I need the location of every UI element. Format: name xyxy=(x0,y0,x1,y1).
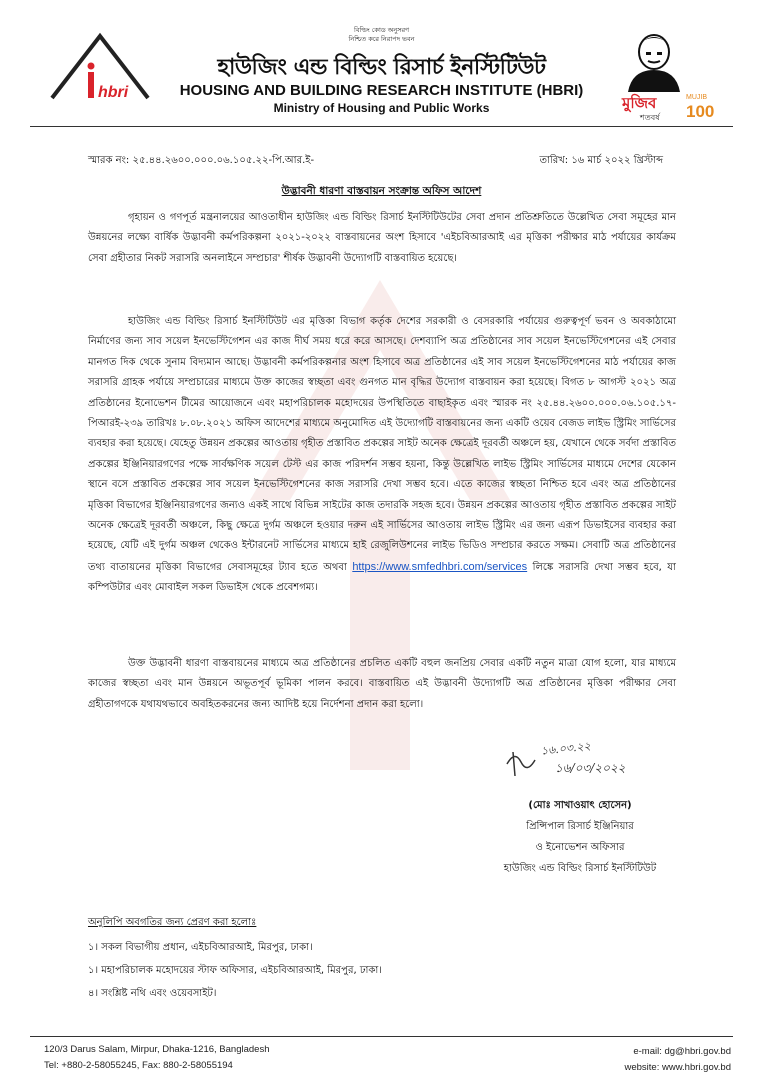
memo-reference: স্মারক নং: ২৫.৪৪.২৬০০.০০০.০৬.১০৫.২২-পি.আর.ই- xyxy=(88,155,315,166)
paragraph-1-text: গৃহায়ন ও গণপূর্ত মন্ত্রনালয়ের আওতাধীন হাউজিং এন্ড বিল্ডিং রিসার্চ ইনস্টিটিউটের সেবা প্রদান প্রতিশ্রুতিতে উল্লেখিত সেবা সমূহের মান উন্নয়নের লক্ষ্যে বার্ষিক উদ্ভাবনী কর্মপরিকল্পনা ২০২১-২০২২ বাস্তবায়নের অংশ হিসাবে 'এইচবিআরআই এর মৃত্তিকা পরীক্ষার মাঠ পর্যায়ের কার্যক্রম সেবা গ্রহীতার নিকট সরাসরি অনলাইনে সম্প্রচার' শীর্ষক উদ্ভাবনী উদ্যোগটি বাস্তবায়িত হয়েছে। xyxy=(88,212,676,264)
tagline-line-1: বিল্ডিং কোড অনুসরণ xyxy=(353,26,410,34)
signature-date-1: ১৬.০৩.২২ xyxy=(540,739,592,758)
institute-title-english: HOUSING AND BUILDING RESEARCH INSTITUTE (HBRI) xyxy=(179,82,584,99)
mujib-logo-num: 100 xyxy=(686,102,715,121)
paragraph-3-text: উক্ত উদ্ভাবনী ধারণা বাস্তবায়নের মাধ্যমে অত্র প্রতিষ্ঠানের প্রচলিত একটি বহুল জনপ্রিয় সেবার একটি নতুন মাত্রা যোগ হলো, যার মাধ্যমে কাজের স্বচ্ছতা এবং মান উন্নয়নে অভূতপূর্ব ভূমিকা পালন করবে। বাস্তবায়িত এই উদ্ভাবনী উদ্যোগটি অত্র প্রতিষ্ঠানের মৃত্তিকা পরীক্ষার সেবা গ্রহীতাগণকে যথাযথভাবে অবহিতকরনের জন্য আদিষ্ট হয়ে নির্দেশনা প্রদান করা হলো। xyxy=(88,658,676,710)
footer-website: website: www.hbri.gov.bd xyxy=(624,1062,731,1073)
services-link[interactable]: https://www.smfedhbri.com/services xyxy=(352,560,528,573)
memo-subject: উদ্ভাবনী ধারণা বাস্তবায়ন সংক্রান্ত অফিস আদেশ xyxy=(281,185,482,197)
mujib-logo-sub: শতবর্ষ xyxy=(640,113,660,122)
signature-date-2: ১৬/০৩/২০২২ xyxy=(555,761,626,775)
mujib-borsho-logo xyxy=(616,30,726,125)
footer-address: 120/3 Darus Salam, Mirpur, Dhaka-1216, Bangladesh xyxy=(44,1044,270,1055)
body-paragraph-1 xyxy=(88,208,676,269)
body-paragraph-2 xyxy=(88,312,676,599)
signatory-role: ও ইনোভেশন অফিসার xyxy=(535,842,625,853)
institute-title-bangla: হাউজিং এন্ড বিল্ডিং রিসার্চ ইনস্টিটিউট xyxy=(217,55,546,80)
memo-date: তারিখ: ১৬ মার্চ ২০২২ খ্রিস্টাব্দ xyxy=(539,155,663,166)
copies-title: অনুলিপি অবগতির জন্য প্রেরণ করা হলোঃ xyxy=(88,917,257,928)
mujib-logo-text: মুজিব xyxy=(622,94,657,112)
mujib-logo-en: MUJIB xyxy=(686,94,707,101)
footer-divider xyxy=(30,1036,733,1037)
header-divider xyxy=(30,126,733,127)
body-paragraph-3 xyxy=(88,654,676,715)
paragraph-2-tail: লিঙ্কে সরাসরি দেখা সম্ভব হবে, যা কম্পিউটার এবং মোবাইল সকল ডিভাইস থেকে প্রবেশগম্য। xyxy=(88,561,676,594)
signature-scribble-icon xyxy=(505,748,545,778)
paragraph-2-text: হাউজিং এন্ড বিল্ডিং রিসার্চ ইনস্টিটিউট এর মৃত্তিকা বিভাগ কর্তৃক দেশের সরকারী ও বেসরকারি পর্যায়ের গুরুত্বপূর্ণ ভবন ও অবকাঠামো নির্মাণের জন্য সাব সয়েল ইনভেস্টিগেশন এর কাজ দীর্ঘ সময় ধরে করে আসছে। দেশব্যাপি অত্র প্রতিষ্ঠানের সাব সয়েল ইনভেস্টিগেশনের এই সেবার মানগত দিক থেকে সুনাম বিদ্যমান আছে। উদ্ভাবনী কর্মপরিকল্পনার অংশ হিসাবে অত্র প্রতিষ্ঠানের এই সাব সয়েল ইনভেস্টিগেশনের মাঠ পর্যায়ের কাজ সরাসরি গ্রাহক পর্যায়ে সম্প্রচারের মাধ্যমে উক্ত কাজের স্বচ্ছতা এবং গুনগত মান বৃদ্ধির উদ্যোগ বাস্তবায়ন করা হয়েছে। বিগত ৮ আগস্ট ২০২১ অত্র প্রতিষ্ঠানের ইনোভেশন টীমের আয়োজনে এবং মহাপরিচালক মহোদয়ের উপস্থিতিতে বাছাইকৃত এবং স্মারক নং ২৫.৪৪.২৬০০.০০০.০৬.১০৫.১৭-পিআরই-২৩৯ তারিখঃ ৮.০৮.২০২১ অফিস আদেশের মাধ্যমে অনুমোদিত এই উদ্যোগটি বাস্তবায়নের জন্য একটি ওয়েব বেজড লাইভ স্ট্রিমিং সার্ভিসের ব্যবহার করা হয়েছে। যেহেতু উন্নয়ন প্রকল্পের আওতায় গৃহীত প্রস্তাবিত প্রকল্পের সাইট অনেক ক্ষেত্রেই দূরবর্তী অঞ্চলে হয়, যেখানে থেকে সর্বদা প্রস্তাবিত প্রকল্পের ইঞ্জিনিয়ারগণের পক্ষে সার্বক্ষণিক সয়েল টেস্ট এর কাজ পরিদর্শন সম্ভব হয়না, কিন্তু উল্লেখিত লাইভ স্ট্রিমিং সার্ভিসের মাধ্যমে দেশের যেকোন স্থানে বসে প্রস্তাবিত প্রকল্পের সাব সয়েল ইনভেস্টিগেশনের কাজ সরাসরি দেখা সম্ভব হবে। এতে কাজের স্বচ্ছতা নিশ্চিত হবে এবং অত্র প্রতিষ্ঠানের মৃত্তিকা বিভাগের ইঞ্জিনিয়ারগণের জন্যও একই সাথে বিভিন্ন সাইটের কাজ তদারকি সহজ হবে। উন্নয়ন প্রকল্পের আওতায় গৃহীত প্রস্তাবিত প্রকল্পের সাইট অনেক ক্ষেত্রেই দূরবর্তী অঞ্চলে, কিছু ক্ষেত্রে দুর্গম অঞ্চলে হওয়ার দরুন এই সার্ভিসের আওতায় লাইভ স্ট্রিমিং এর জন্য এরূপ ডিভাইসের ব্যবহার করা হয়েছে, যেটি এই দুর্গম অঞ্চল থেকেও ইন্টারনেট সার্ভিসের মাধ্যমে হাই রেজুলিউশনের লাইভ ভিডিও সম্প্রচার করতে সক্ষম। সেবাটি অত্র প্রতিষ্ঠানের তথ্য বাতায়নের মৃত্তিকা বিভাগের সেবাসমূহের ট্যাব হতে অথবা xyxy=(88,316,676,573)
copy-item: ১। সকল বিভাগীয় প্রধান, এইচবিআরআই, মিরপুর, ঢাকা। xyxy=(88,942,313,953)
tagline-line-2: নিশ্চিত করে নিরাপদ ভবন xyxy=(348,35,415,43)
copy-item: ১। মহাপরিচালক মহোদয়ের স্টাফ অফিসার, এইচবিআরআই, মিরপুর, ঢাকা। xyxy=(88,965,382,976)
signatory-designation: প্রিন্সিপাল রিসার্চ ইঞ্জিনিয়ার xyxy=(526,821,634,832)
hbri-logo-text: hbri xyxy=(98,84,129,101)
handwritten-signature xyxy=(505,738,665,788)
signatory-name: (মোঃ সাখাওয়াৎ হোসেন) xyxy=(528,800,632,811)
footer-phone: Tel: +880-2-58055245, Fax: 880-2-58055194 xyxy=(44,1060,233,1071)
footer-email: e-mail: dg@hbri.gov.bd xyxy=(633,1046,731,1057)
copy-item: ৪। সংশ্লিষ্ট নথি এবং ওয়েবসাইট। xyxy=(88,988,217,999)
signatory-organization: হাউজিং এন্ড বিল্ডিং রিসার্চ ইনস্টিটিউট xyxy=(503,863,657,874)
ministry-name: Ministry of Housing and Public Works xyxy=(273,101,490,115)
portrait-icon xyxy=(624,30,684,92)
